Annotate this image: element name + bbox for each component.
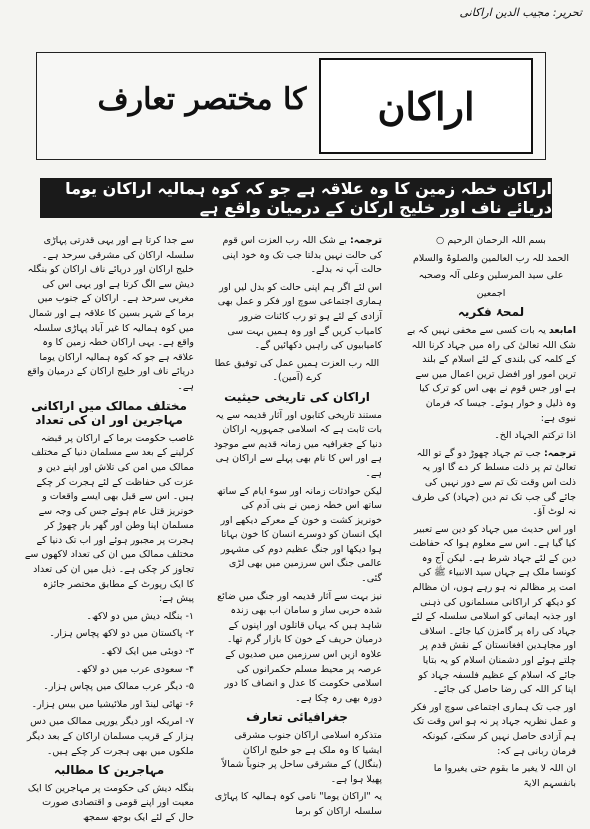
paragraph: غاصب حکومت برما کے اراکان پر قبضہ کرلینے کے بعد سے مسلمان دنیا کے مختلف ممالک میں امن کی تلاش اور اپنے دین و عزت کی حفاظت کے لئے ہجرت کر چکے ہیں۔ اس سے قبل بھی ایسے واقعات و خونریز قتل عام ہوئے جس کی وجہ سے مسلمان اپنا وطن اور گھر بار چھوڑ کر ہجرت پر مجبور ہوئے اور اب تک دنیا کے مختلف ممالک میں ان کی تعداد لاکھوں سے تجاوز کر چکی ہے۔ ذیل میں ان کی تعداد کا ایک رپورٹ کے مطابق مختصر جائزہ پیش ہے:	[24, 432, 194, 605]
author-byline: تحریر: مجیب الدین اراکانی	[459, 6, 582, 19]
list-item: ۵- دیگر عرب ممالک میں پچاس ہزار۔	[43, 681, 194, 693]
list-item: ۱- بنگلہ دیش میں دو لاکھ۔	[86, 610, 194, 622]
list-item: ۶- تھائی لینڈ اور ملائیشیا میں بیس ہزار۔	[31, 698, 194, 710]
bismillah: بسم اللہ الرحمان الرحیم ○	[436, 235, 546, 246]
paragraph-text: یہ بات کسی سے مخفی نہیں کہ بے شک اللہ تعالیٰ کی راہ میں جہاد کرنا اللہ کے کلمہ کی بلندی کے لئے اسلام کے بلند ترین امور اور افضل ترین اعمال میں سے ہے اور جس قوم نے بھی اس کو ترک کیا وہ ذلیل و خوار ہوئے۔ جیسا کہ فرمان نبوی ہے:	[407, 324, 576, 424]
paragraph	[406, 324, 576, 426]
hamd-line-2: علی سید المرسلین وعلی آلہ وصحبہ	[418, 270, 564, 282]
hamd-line-3: اجمعین	[476, 287, 506, 299]
list-item: ۲- پاکستان میں دو لاکھ پچاس ہزار۔	[49, 628, 194, 640]
paragraph-text: جب تم جہاد چھوڑ دو گے تو اللہ تعالیٰ تم پر ذلت مسلط کر دے گا اور یہ ذلت اس وقت تک تم سے دور نہیں کی جائے گی جب تک تم دین (جہاد) کی طرف نہ لوٹ آؤ۔	[411, 447, 576, 518]
paragraph	[406, 447, 576, 520]
column-middle	[212, 234, 382, 823]
paragraph: سے جدا کرتا ہے اور یہی قدرتی پہاڑی سلسلہ اراکان کی مشرقی سرحد ہے۔ خلیج اراکان اور دریائے ناف اراکان کو بنگلہ دیش سے الگ کرتا ہے اور یہی اس کی مغربی سرحد ہے۔ اراکان کے جنوب میں برما کے شہر بسین کا علاقہ ہے اور شمال میں کوہ ہمالیہ کا غیر آباد پہاڑی سلسلہ واقع ہے۔ یہی اراکان خطہ زمین کا وہ علاقہ ہے جو کہ کوہ ہمالیہ اراکان یوما دریائے ناف اور خلیج اراکان کے درمیان واقع ہے۔	[27, 235, 194, 392]
paragraph-text: بے شک اللہ رب العزت اس قوم کی حالت نہیں بدلتا جب تک وہ خود اپنی حالت آپ نہ بدلے۔	[222, 235, 382, 276]
paragraph: متذکرہ اسلامی اراکان جنوب مشرقی ایشیا کا وہ ملک ہے جو خلیج اراکان (بنگال) کے مشرقی ساحل پر جنوباً شمالاً پھیلا ہوا ہے۔	[221, 730, 382, 785]
paragraph-lead: ترجمہ:	[349, 235, 382, 246]
paragraph: نیز بہت سے آثار قدیمہ اور جنگ میں ضائع شدہ حربی ساز و سامان اب بھی زندہ شاہد ہیں کہ یہاں قاتلوں اور اپنوں کے درمیان حریف کے خون کا بازار گرم تھا۔ علاوہ ازیں اس سرزمین میں صدیوں کے عرصہ پر محیط مسلم حکمرانوں کی اسلامی حکومت کا عدل و انصاف کا دور دورہ بھی رہ چکا ہے۔	[217, 590, 382, 704]
hadith-quote: اذا ترکتم الجہاد الخ۔	[494, 430, 576, 442]
list-item: ۳- دوبئی میں ایک لاکھ۔	[100, 646, 194, 658]
column-right	[406, 234, 576, 794]
section-heading-demand: مہاجرین کا مطالبہ	[53, 763, 165, 778]
hamd-line-1: الحمد للہ رب العالمین والصلوۃ والسلام	[412, 252, 569, 264]
section-heading-geography: جغرافیائی تعارف	[246, 710, 348, 725]
list-item: ۴- سعودی عرب میں دو لاکھ۔	[75, 663, 194, 675]
column-left	[24, 234, 194, 829]
paragraph: بنگلہ دیش کی حکومت پر مہاجرین کا ایک معیت اور اپنے قومی و اقتصادی صورت حال کے لئے ایک بوجھ سمجھ	[27, 782, 194, 823]
paragraph: ۷- امریکہ اور دیگر یورپی ممالک میں دس ہزار کے قریب مسلمان اراکان کے بعد دیگر ملکوں میں بھی ہجرت کر چکے ہیں۔	[26, 716, 194, 757]
paragraph: اور اس حدیث میں جہاد کو دین سے تعبیر کیا گیا ہے۔ اس سے معلوم ہوا کہ حفاظت دین کے لئے جہاد شرط ہے۔ لیکن آج وہ کونسا ملک ہے جہاں سید الانبیاء ﷺ کی امت پر مظالم نہ ہو رہے ہوں، ان مظالم کو دیکھ کر اراکانی مسلمانوں کی ذہنی اور جذبہ ایمانی کو اسلامی سلسلہ کے لئے جہاد کی راہ پر گامزن کیا جائے۔ اسلاف اور مجاہدین افغانستان کے نقش قدم پر چلتے ہوئے اور دشمنان اسلام کو یہ بتایا جائے کہ اسلام کے عظیم فلسفہ جہاد کو اپنا کر اللہ کی رضا حاصل کی جائے۔	[409, 523, 576, 696]
paragraph	[212, 234, 382, 278]
section-heading-reflection: لمحۂ فکریہ	[457, 305, 525, 320]
title-box	[36, 52, 546, 160]
title-main: اراکان	[319, 58, 533, 154]
quranic-verse: ان اللہ لا یغیر ما بقوم حتی یغیروا ما بانفسہم الایۃ	[433, 763, 576, 789]
paragraph: اس لئے اگر ہم اپنی حالت کو بدل لیں اور ہماری اجتماعی سوچ اور فکر و عمل بھی آزادی کے لئے ہو تو رب کائنات ضرور کامیاب کریں گے اور وہ ہمیں بہت سی کامیابیوں کی راہیں دکھائیں گے۔	[217, 281, 382, 352]
prayer-line: اللہ رب العزت ہمیں عمل کی توفیق عطا کرے (آمین)۔	[214, 357, 380, 384]
section-heading-history: اراکان کی تاریخی حیثیت	[224, 389, 370, 404]
title-subtitle: کا مختصر تعارف	[97, 81, 307, 117]
headline-banner: اراکان خطہ زمین کا وہ علاقہ ہے جو کہ کوہ ہمالیہ اراکان یوما دریائے ناف اور خلیج ارکان کے درمیان واقع ہے	[40, 178, 552, 218]
paragraph: لیکن حوادثات زمانہ اور سوء ایام کے ساتھ ساتھ اس خطہ زمین نے بنی آدم کی خونریز کشت و خون کے معرکے دیکھے اور ایک انسان کو دوسرے انسان کا خون بہاتا ہوا دیکھا اور جنگ عظیم دوم کی مشہور عالمی جنگ اس سرزمین میں بھی لڑی گئی۔	[216, 485, 382, 585]
section-heading-refugees: مختلف ممالک میں اراکانی مہاجرین اور ان کی تعداد	[31, 398, 187, 428]
paragraph-lead: امابعد	[548, 324, 576, 336]
paragraph: یہ "اراکان یوما" نامی کوہ ہمالیہ کا پہاڑی سلسلہ اراکان کو برما	[214, 791, 382, 817]
paragraph: مستند تاریخی کتابوں اور آثار قدیمہ سے یہ بات ثابت ہے کہ اسلامی جمہوریہ اراکان دنیا کے جغرافیہ میں زمانہ قدیم سے موجود ہے اور اس کا نام بھی پہلے سے اراکان ہی ہے۔	[213, 409, 382, 479]
paragraph-lead: ترجمہ:	[543, 447, 576, 459]
paragraph: اور جب تک ہماری اجتماعی سوچ اور فکر و عمل نظریہ جہاد پر نہ ہو اس وقت تک ہم آزادی حاصل نہیں کر سکتے، کیونکہ فرمان ربانی ہے کہ:	[411, 701, 576, 757]
